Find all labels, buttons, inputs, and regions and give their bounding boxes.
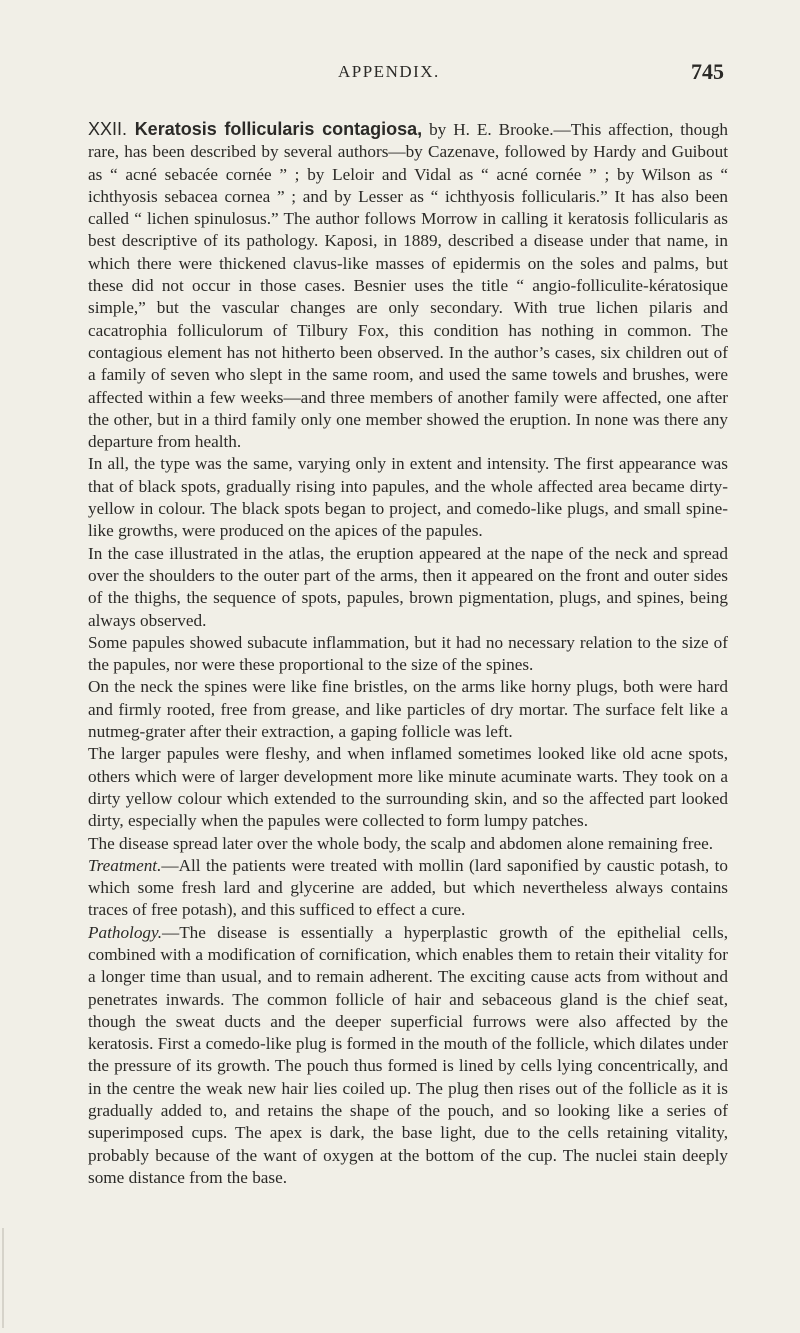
entry-paragraph [88,118,728,453]
running-head [88,59,724,92]
paragraph-inflammation: Some papules showed subacute inflammation, but it had no necessary relation to the size of the papules, nor were these proportional to the size of the spines. [88,632,728,675]
paragraph-spines: On the neck the spines were like fine bristles, on the arms like horny plugs, both were hard and firmly rooted, free from grease, and like particles of dry mortar. The surface felt like a nutmeg-grater after their extraction, a gaping follicle was left. [88,677,728,742]
entry-heading [88,119,422,139]
page-number: 745 [691,59,724,84]
paragraph-atlas-case: In the case illustrated in the atlas, the eruption appeared at the nape of the neck and spread over the shoulders to the outer part of the arms, then it appeared on the front and outer sides of the thighs, the sequence of spots, papules, brown pigmentation, plugs, and spines, being always observed. [88,543,728,630]
treatment-label: Treatment. [88,855,162,875]
treatment-paragraph [88,855,728,922]
entry-intro: —This affection, though rare, has been described by several authors—by Cazenave, followed by Hardy and Guibout as “ acné sebacée cornée ” ; by Leloir and Vidal as “ acné cornée ” ; by Wilson as “ ichthyosis sebacea cornea ” ; and by Lesser as “ ichthyosis follicularis.” It has also been called “ lichen spinulosus.” The author follows Morrow in calling it keratosis follicularis as best descriptive of its pathology. Kaposi, in 1889, described a disease under that name, in which there were thickened clavus-like masses of epidermis on the soles and palms, but these did not occur in those cases. Besnier uses the title “ angio-folliculite-kératosique simple,” but the vascular changes are only secondary. With true lichen pilaris and cacatrophia folliculorum of Tilbury Fox, this condition has nothing in common. The contagious element has not hitherto been observed. In the author’s cases, six children out of a family of seven who slept in the same room, and used the same towels and brushes, were affected within a few weeks—and three members of another family were affected, one after the other, but in a third family only one member showed the eruption. In none was there any departure from health. [88,120,729,452]
page-edge-shadow [2,1228,4,1328]
body-text [88,118,728,1189]
paragraph-larger-papules: The larger papules were fleshy, and when inflamed sometimes looked like old acne spots, others which were of larger development more like minute acuminate warts. They took on a dirty yellow colour which extended to the surrounding skin, and so the affected part looked dirty, especially when the papules were collected to form lumpy patches. [88,744,728,831]
paragraph-spread: The disease spread later over the whole body, the scalp and abdomen alone remaining free. [88,833,714,853]
pathology-paragraph [88,922,728,1190]
treatment-text: —All the patients were treated with mollin (lard saponified by caustic potash, to which some fresh lard and glycerine are added, but which nevertheless always contains traces of free potash), and this sufficed to effect a cure. [88,855,728,920]
entry-author: by H. E. Brooke. [422,120,554,139]
pathology-label: Pathology. [88,922,162,942]
entry-number: XXII. [88,119,135,139]
pathology-text: —The disease is essentially a hyperplastic growth of the epithelial cells, combined with a modification of cornification, which enables them to retain their vitality for a longer time than usual, and to remain adherent. The exciting cause acts from without and penetrates inwards. The common follicle of hair and sebaceous gland is the chief seat, though the sweat ducts and the deeper superficial furrows were also affected by the keratosis. First a comedo-like plug is formed in the mouth of the follicle, which dilates under the pressure of its growth. The pouch thus formed is lined by cells lying concentrically, and in the centre the weak new hair lies coiled up. The plug then rises out of the follicle as it is gradually added to, and retains the shape of the pouch, and so looking like a series of superimposed cups. The apex is dark, the base light, due to the cells retaining vitality, probably because of the want of oxygen at the bottom of the cup. The nuclei stain deeply some distance from the base. [88,922,728,1187]
paragraph-type: In all, the type was the same, varying only in extent and intensity. The first appearance was that of black spots, gradually rising into papules, and the whole affected area became dirty-yellow in colour. The black spots began to project, and comedo-like plugs, and small spine-like growths, were produced on the apices of the papules. [88,454,728,541]
running-head-title: APPENDIX. [338,62,440,81]
entry-title: Keratosis follicularis contagiosa, [134,119,423,139]
